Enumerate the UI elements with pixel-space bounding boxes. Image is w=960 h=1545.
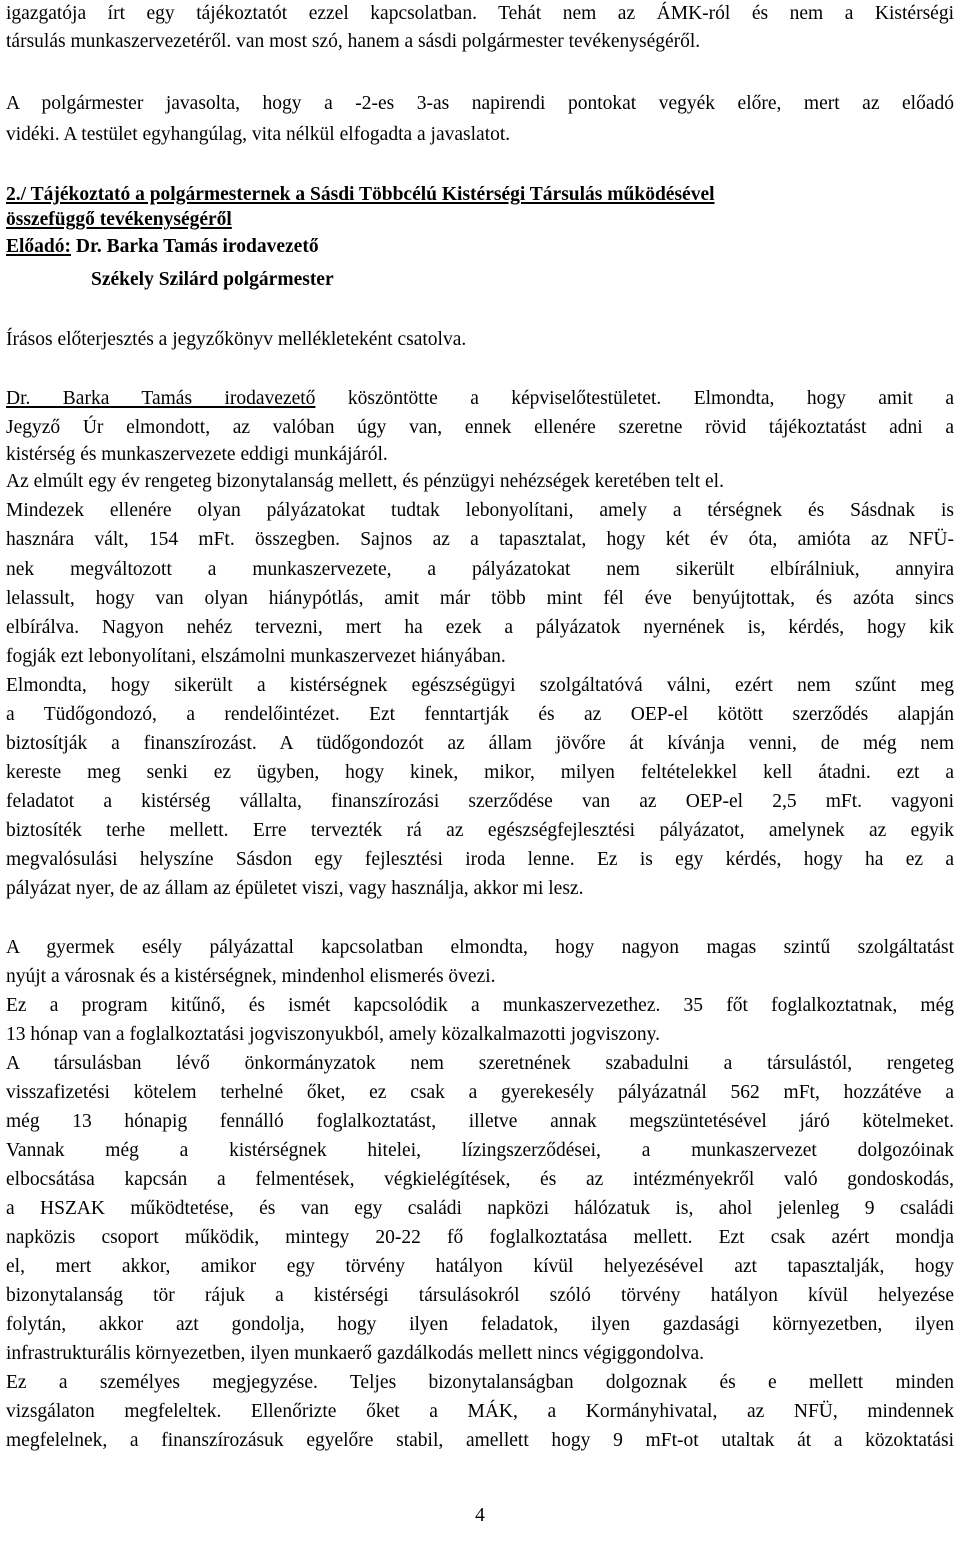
- text-line: [6, 442, 954, 468]
- text-line: [6, 234, 954, 260]
- text-line: [6, 731, 954, 757]
- paragraph-text: Jegyző Úr elmondott, az valóban úgy van, ennek ellenére szeretne rövid tájékoztatást adni a: [6, 417, 954, 438]
- text-line: [6, 1312, 954, 1338]
- text-line: [6, 847, 954, 873]
- paragraph-text: Ez a személyes megjegyzése. Teljes bizonytalanságban dolgoznak és e mellett minden: [6, 1372, 954, 1393]
- text-line: [6, 1080, 954, 1106]
- paragraph-text: Elmondta, hogy sikerült a kistérségnek egészségügyi szolgáltatóvá válni, ezért nem szűnt meg: [6, 675, 954, 696]
- paragraph-text: lelassult, hogy van olyan hiánypótlás, amit már több mint fél éve benyújtottak, és azóta sincs: [6, 588, 954, 609]
- paragraph-text: A társulásban lévő önkormányzatok nem szeretnének szabadulni a társulástól, rengeteg: [6, 1053, 954, 1074]
- text-line: [6, 586, 954, 612]
- paragraph-text: Az elmúlt egy év rengeteg bizonytalanság mellett, és pénzügyi nehézségek keretében telt el.: [6, 471, 724, 492]
- paragraph-text: Ez a program kitűnő, és ismét kapcsolódik a munkaszervezethez. 35 főt foglalkoztatnak, még: [6, 995, 954, 1016]
- text-line: [6, 1109, 954, 1135]
- paragraph-text: A polgármester javasolta, hogy a -2-es 3-as napirendi pontokat vegyék előre, mert az előadó: [6, 93, 954, 114]
- text-line: [6, 935, 954, 961]
- text-line: [6, 469, 954, 495]
- text-line: [6, 91, 954, 117]
- text-line: [6, 760, 954, 786]
- text-line: [6, 876, 954, 902]
- paragraph-text: Írásos előterjesztés a jegyzőkönyv mellékleteként csatolva.: [6, 329, 467, 350]
- paragraph-text: a HSZAK működtetése, és van egy családi napközi hálózatuk is, ahol jelenleg 9 családi: [6, 1198, 954, 1219]
- paragraph-text: biztosítják a finanszírozást. A tüdőgondozót az állam jövőre át kívánja venni, de még nem: [6, 733, 954, 754]
- speaker-text: köszöntötte a képviselőtestületet. Elmondta, hogy amit a: [315, 388, 954, 409]
- text-line: [6, 1428, 954, 1454]
- text-line: [6, 1022, 954, 1048]
- text-line: [6, 1254, 954, 1280]
- paragraph-text: kistérség és munkaszervezete eddigi munkájáról.: [6, 444, 388, 465]
- text-line: [6, 182, 954, 208]
- paragraph-text: visszafizetési kötelem terhelné őket, ez csak a gyerekesély pályázatnál 562 mFt, hozzátéve a: [6, 1082, 954, 1103]
- text-line: [6, 644, 954, 670]
- agenda-heading-text: összefüggő tevékenységéről: [6, 209, 232, 230]
- text-line: [6, 615, 954, 641]
- text-line: [6, 789, 954, 815]
- page-number: 4: [475, 1505, 485, 1526]
- paragraph-text: elbocsátása kapcsán a felmentések, végkielégítések, és az intézményekről való gondoskodás,: [6, 1169, 954, 1190]
- speaker-name: Dr. Barka Tamás irodavezető: [6, 388, 316, 409]
- paragraph-text: még 13 hónapig fennálló foglalkoztatást, illetve annak megszüntetésével járó kötelmeket.: [6, 1111, 954, 1132]
- paragraph-text: Mindezek ellenére olyan pályázatokat tudtak lebonyolítani, amely a térségnek és Sásdnak is: [6, 500, 954, 521]
- paragraph-text: folytán, akkor azt gondolja, hogy ilyen feladatok, ilyen gazdasági környezetben, ilyen: [6, 1314, 954, 1335]
- text-line: [6, 1283, 954, 1309]
- text-line: [6, 1196, 954, 1222]
- text-line: [6, 1, 954, 27]
- text-line: [6, 1225, 954, 1251]
- agenda-heading-text: Székely Szilárd polgármester: [91, 269, 334, 290]
- text-line: [6, 527, 954, 553]
- paragraph-text: bizonytalanság tör rájuk a kistérségi társulásokról szóló törvény hatályon kívül helyezése: [6, 1285, 954, 1306]
- paragraph-text: el, mert akkor, amikor egy törvény hatályon kívül helyezésével azt tapasztalják, hogy: [6, 1256, 954, 1277]
- text-line: [6, 673, 954, 699]
- text-line: [6, 993, 954, 1019]
- text-line: [6, 1370, 954, 1396]
- text-line: [6, 702, 954, 728]
- paragraph-text: hasznára vált, 154 mFt. összegben. Sajnos az a tapasztalat, hogy két év óta, amióta az NFÜ-: [6, 529, 954, 550]
- text-line: [6, 964, 954, 990]
- paragraph-text: pályázat nyer, de az állam az épületet viszi, vagy használja, akkor mi lesz.: [6, 878, 584, 899]
- presenter-label: Előadó:: [6, 236, 72, 257]
- text-line: [6, 818, 954, 844]
- presenter-name: Dr. Barka Tamás irodavezető: [71, 236, 319, 257]
- paragraph-text: kereste meg senki ez ügyben, hogy kinek, mikor, milyen feltételekkel kell átadni. ezt a: [6, 762, 954, 783]
- paragraph-text: megvalósulási helyszíne Sásdon egy fejlesztési iroda lenne. Ez is egy kérdés, hogy ha ez a: [6, 849, 954, 870]
- text-line: [6, 1051, 954, 1077]
- text-line: [6, 207, 954, 233]
- paragraph-text: 13 hónap van a foglalkoztatási jogviszonyukból, amely közalkalmazotti jogviszony.: [6, 1024, 660, 1045]
- paragraph-text: elbírálva. Nagyon nehéz tervezni, mert ha ezek a pályázatok nyernének is, kérdés, hogy kik: [6, 617, 954, 638]
- text-line: [6, 557, 954, 583]
- paragraph-text: nyújt a városnak és a kistérségnek, mindenhol elismerés övezi.: [6, 966, 496, 987]
- paragraph-text: vidéki. A testület egyhangúlag, vita nélkül elfogadta a javaslatot.: [6, 124, 511, 145]
- text-line: [6, 1399, 954, 1425]
- text-line: [6, 1167, 954, 1193]
- paragraph-text: fogják ezt lebonyolítani, elszámolni munkaszervezet hiányában.: [6, 646, 506, 667]
- paragraph-text: feladatot a kistérség vállalta, finanszírozási szerződése van az OEP-el 2,5 mFt. vagyoni: [6, 791, 954, 812]
- paragraph-text: társulás munkaszervezetéről. van most szó, hanem a sásdi polgármester tevékenységéről.: [6, 31, 701, 52]
- paragraph-text: vizsgálaton megfeleltek. Ellenőrizte őket a MÁK, a Kormányhivatal, az NFÜ, mindennek: [6, 1401, 954, 1422]
- paragraph-text: megfelelnek, a finanszírozásuk egyelőre stabil, amellett hogy 9 mFt-ot utaltak át a közoktatási: [6, 1430, 954, 1451]
- paragraph-text: a Tüdőgondozó, a rendelőintézet. Ezt fenntartják és az OEP-el kötött szerződés alapján: [6, 704, 954, 725]
- text-line: [6, 29, 954, 55]
- text-line: [6, 386, 954, 412]
- paragraph-text: Vannak még a kistérségnek hitelei, lízingszerződései, a munkaszervezet dolgozóinak: [6, 1140, 954, 1161]
- text-line: [6, 267, 954, 293]
- paragraph-text: igazgatója írt egy tájékoztatót ezzel kapcsolatban. Tehát nem az ÁMK-ról és nem a Kistérségi: [6, 3, 954, 24]
- text-line: [6, 327, 954, 353]
- paragraph-text: napközis csoport működik, mintegy 20-22 fő foglalkoztatása mellett. Ezt csak azért mondja: [6, 1227, 954, 1248]
- text-line: [6, 415, 954, 441]
- paragraph-text: A gyermek esély pályázattal kapcsolatban elmondta, hogy nagyon magas szintű szolgáltatást: [6, 937, 954, 958]
- text-line: [6, 498, 954, 524]
- paragraph-text: infrastrukturális környezetben, ilyen munkaerő gazdálkodás mellett nincs végiggondolva.: [6, 1343, 705, 1364]
- text-line: [6, 1138, 954, 1164]
- paragraph-text: biztosíték terhe mellett. Erre tervezték rá az egészségfejlesztési pályázatot, amelynek az egyik: [6, 820, 954, 841]
- text-line: [6, 1341, 954, 1367]
- text-line: [6, 122, 954, 148]
- agenda-heading-text: 2./ Tájékoztató a polgármesternek a Sásdi Többcélú Kistérségi Társulás működésével: [6, 184, 715, 205]
- paragraph-text: nek megváltozott a munkaszervezete, a pályázatokat nem sikerült elbírálniuk, annyira: [6, 559, 954, 580]
